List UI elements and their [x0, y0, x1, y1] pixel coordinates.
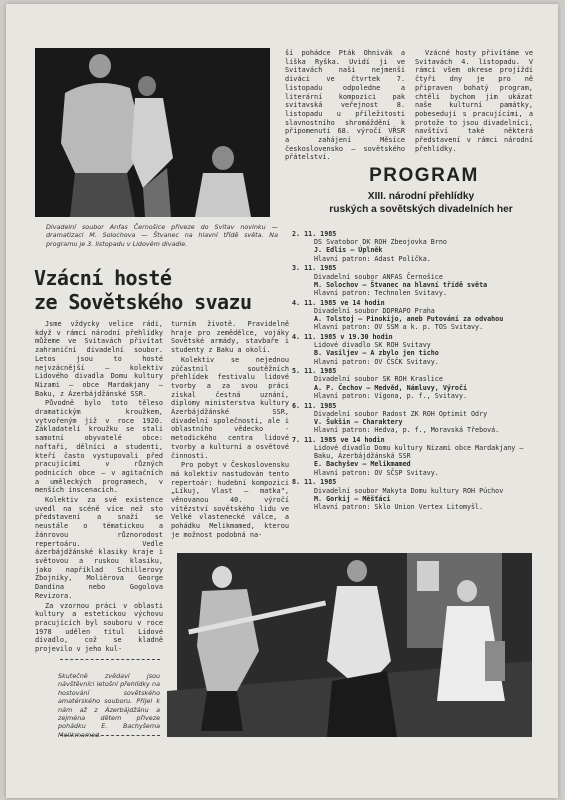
top-stage-photo: [35, 48, 270, 217]
article-paragraph: Za vzornou práci v oblasti kultury a estetickou výchovu pracujících byl souboru v roce 1978 udělen titul Lidové divadlo, což se kladně projevilo v jeho kul-: [35, 601, 163, 654]
program-patron: Hlavní patron: Hedva, p. f., Moravská Třebová.: [314, 426, 500, 435]
program-ensemble: Divadelní soubor ANFAS Černošice: [314, 272, 443, 281]
program-subtitle: [296, 190, 546, 216]
program-play: V. Šukšin — Charaktery: [314, 417, 403, 426]
program-play: A. P. Čechov — Medvěd, Námluvy, Výročí: [314, 383, 467, 392]
headline-line-2: ze Sovětského svazu: [34, 290, 252, 314]
program-entry: [292, 367, 540, 400]
program-patron: Hlavní patron: OV ČSČK Svitavy.: [314, 357, 439, 366]
program-date: 5. 11. 1985: [292, 367, 337, 376]
program-patron: Hlavní patron: OV SČSP Svitavy.: [314, 468, 439, 477]
article-headline: [34, 266, 304, 314]
bottom-stage-photo: [167, 541, 532, 737]
program-entry: [292, 402, 540, 435]
article-paragraph: Původně bylo toto těleso dramatickým kroužkem, vytvořeným již v roce 1920. Základatelí kroužku se stali samotní obyvatelé obce: naftaři, dělníci a studenti, kteří často vystupovali před pracujícími v různých podnicích obce — v agitačních a uměleckých programech, v menších inscenacích.: [35, 399, 163, 495]
program-entry: [292, 333, 540, 366]
program-play: E. Bachyšev — Melikmamed: [314, 460, 411, 469]
article-column-2: [171, 320, 289, 540]
program-list: [292, 230, 540, 513]
program-subtitle-line-1: XIII. národní přehlídky: [367, 191, 475, 202]
newspaper-page: [6, 4, 558, 798]
program-entry: [292, 299, 540, 332]
program-entry: [292, 264, 540, 297]
program-play: B. Vasiljev — A zbylo jen ticho: [314, 349, 439, 358]
program-ensemble: Divadelní soubor Makyta Domu kultury ROH Púchov: [314, 486, 504, 495]
program-patron: Hlavní patron: Sklo Union Vertex Litomyšl.: [314, 503, 484, 511]
headline-line-1: Vzácní hosté: [34, 266, 172, 290]
caption-rule-top: [60, 659, 160, 660]
article-column-4: [415, 49, 533, 153]
program-date: 8. 11. 1985: [292, 478, 337, 487]
program-subtitle-line-2: ruských a sovětských divadelních her: [329, 204, 513, 215]
program-ensemble: Lidové divadlo SK ROH Svitavy: [314, 341, 431, 350]
program-patron: Hlavní patron: Vígona, p. f., Svitavy.: [314, 391, 467, 400]
program-play: A. Tolstoj — Pinokijo, aneb Putování za odvahou: [314, 315, 504, 324]
bottom-photo-caption: Skutečně zvědaví jsou návštěvníci letošní přehlídky na hostování sovětského amatérského souboru. Přijel k nám až z Ázerbájdžánu a zejména dětem přiveze pohádku E. Bachyšema Melikmamed.: [58, 672, 160, 739]
program-title: PROGRAM: [369, 165, 479, 186]
article-paragraph: ší pohádce Pták Ohnivák a liška Ryška. Uvidí ji ve Svitavách naši nejmenší diváci ve čtvrtek 7. listopadu odpoledne a literární kompozici pak svitavská veřejnost 8. listopadu u příležitosti slavnostního shromáždění k připomenutí 68. výročí VŘSR a zahájení Měsíce československo — sovětského přátelství.: [285, 49, 405, 162]
program-date: 4. 11. 1985 ve 14 hodin: [292, 298, 385, 307]
program-date: 4. 11. 1985 v 19.30 hodin: [292, 332, 393, 341]
article-paragraph: Kolektiv za své existence uvedl na scéně více než sto představení a snaží se neustále o tématickou a žánrovou různorodost repertoáru. Vedle ázerbájdžánské klasiky kraje i světovou a ruskou klasiku, jako například Schillerovy Zbojníky, Molièrova George Dandina nebo Gogolova Revizora.: [35, 496, 163, 600]
program-patron: Hlavní patron: Technolen Svitavy.: [314, 288, 447, 297]
program-entry: [292, 478, 540, 511]
program-ensemble: Lidové divadlo Domu kultury Nizami obce Mardakjany — Baku, Ázerbájdžánská SSR: [314, 444, 524, 461]
program-date: 7. 11. 1985 ve 14 hodin: [292, 435, 385, 444]
article-paragraph: turním životě. Pravidelně hraje pro zemědělce, vojáky Sovětské armády, stavbaře i studenty z Baku a okolí.: [171, 320, 289, 355]
program-play: M. Gorkij — Měšťáci: [314, 494, 391, 503]
program-play: M. Solochov — Štvanec na hlavní třídě světa: [314, 280, 488, 289]
program-ensemble: Divadelní soubor DDPRAPO Praha: [314, 306, 435, 315]
article-paragraph: Vzácné hosty přivítáme ve Svitavách 4. listopadu. V rámci všem okrese projíždí čtyři dny je pro ně připraven bohatý program, chtěli bychom jim ukázat naše kulturní památky, pobesedují s pracujícími, a protože to jsou divadelníci, navštíví také některá představení v rámci národní přehlídky.: [415, 49, 533, 153]
program-patron: Hlavní patron: OV SSM a k. p. TOS Svitavy.: [314, 323, 484, 332]
article-column-1: [35, 320, 163, 654]
program-date: 6. 11. 1985: [292, 401, 337, 410]
program-ensemble: Divadelní soubor SK ROH Kraslice: [314, 375, 443, 384]
program-ensemble: Divadelní soubor Radost ZK ROH Optimit Odry: [314, 409, 488, 418]
article-paragraph: Kolektiv se nejednou zúčastnil soutěžních přehlídek festivalu lidové tvorby a za svou práci získal čestná uznání, diplomy ministerstva kultury Ázerbájdžánské SSR, divadelní společnosti, ale i oblastního vědecko - metodického centra lidové tvorby a kulturní a osvětové činnosti.: [171, 355, 289, 460]
article-paragraph: Jsme vždycky velice rádi, když v rámci národní přehlídky můžeme ve Svitavách přivítat zahraniční divadelní soubor. Letos jsou to hosté nejvzácnější — kolektiv Lidového divadla Domu kultury Nizami — obce Mardakjany — Baku, z Ázerbájdžánské SSR.: [35, 320, 163, 398]
program-patron: Hlavní patron: Adast Polička.: [314, 254, 431, 263]
caption-rule-bottom: [60, 735, 160, 736]
program-entry: [292, 230, 540, 263]
program-date: 2. 11. 1985: [292, 230, 337, 238]
article-paragraph: Pro pobyt v Československu má kolektiv nastudován tento repertoár: hudební kompozici „Líkuj, Vlast — matka", věnovanou 40. výročí vítězství sovětského lidu ve Velké vlastenecké válce, a pohádku Melikmamed, kterou je možnost podobná na-: [171, 461, 289, 539]
top-photo-caption: Divadelní soubor Anfas Černošice přiveze do Svitav novinku — dramatizaci M. Solochova — Štvanec na hlavní třídě světa. Na programu je 3. listopadu v Lidovém divadle.: [46, 223, 278, 248]
article-column-3: [285, 49, 405, 162]
program-play: J. Edlis — Úplněk: [314, 246, 383, 255]
program-ensemble: DS Svatobor DK ROH Zbeojovka Brno: [314, 238, 447, 247]
program-date: 3. 11. 1985: [292, 264, 337, 273]
program-entry: [292, 436, 540, 477]
